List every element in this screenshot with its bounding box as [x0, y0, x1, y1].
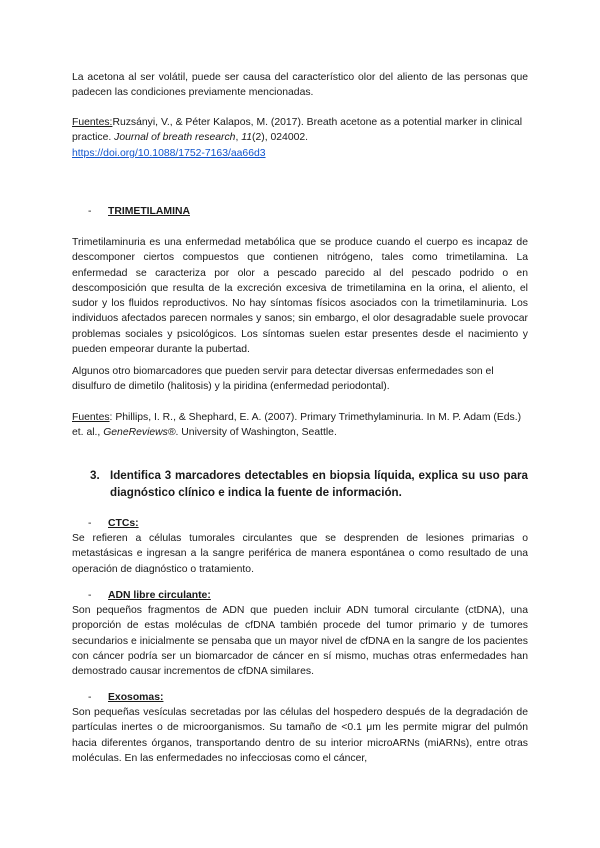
trimetilamina-heading-row [88, 204, 528, 219]
question-text: Identifica 3 marcadores detectables en biopsia líquida, explica su uso para diagnóstico clínico e indica la fuente de información. [110, 469, 528, 499]
journal-name: Journal of breath research [114, 132, 236, 144]
biomarcadores-paragraph: Algunos otro biomarcadores que pueden servir para detectar diversas enfermedades son el disulfuro de dimetilo (halitosis) y la piridina (enfermedad periodontal). [72, 366, 494, 393]
exosomas-heading-row [88, 690, 528, 705]
question-3 [92, 467, 528, 501]
source-citation: : Phillips, I. R., & Shephard, E. A. (2007). Primary Trimethylaminuria. In M. P. Adam (Eds.) et. al., [72, 412, 522, 439]
adn-paragraph: Son pequeños fragmentos de ADN que pueden incluir ADN tumoral circulante (ctDNA), una proporción de estas moléculas de cfDNA también procede del tumor primario y de tumores secundarios e inicialmente se pensaba que un mayor nivel de cfDNA en la sangre de los pacientes con cáncer podría ser un biomarcador de cáncer en sí mismo, muchas otras enfermedades han demostrado causar incrementos de cfDNA similares. [72, 605, 528, 678]
ctcs-paragraph: Se refieren a células tumorales circulantes que se desprenden de lesiones primarias o metastásicas e ingresan a la sangre periférica de manera espontánea o como resultado de una operación de diagnóstico o tratamiento. [72, 533, 528, 575]
trimetilamina-paragraph: Trimetilaminuria es una enfermedad metabólica que se produce cuando el cuerpo es incapaz de descomponer ciertos compuestos que contienen nitrógeno, tales como trimetilamina. La enfermedad se caracteriza por olor a pescado parecido al del pescado podrido o en descomposición que resulta de la excreción excesiva de trimetilamina en la orina, el aliento, el sudor y los fluidos reproductivos. No hay síntomas físicos asociados con la trimetilaminuria. Los individuos afectados parecen normales y sanos; sin embargo, el olor desagradable suele provocar problemas sociales y psicológicos. Los síntomas suelen estar presentes desde el nacimiento y pueden empeorar durante la pubertad. [72, 237, 528, 356]
ctcs-heading-row [88, 516, 528, 531]
acetona-source: Fuentes:Ruzsányi, V., & Péter Kalapos, M. (2017). Breath acetone as a potential marker in clinical practice. Journal of breath research, 11(2), 024002. https://doi.org/10.1088/1752-7163/aa66d3 [72, 117, 523, 159]
acetona-paragraph: La acetona al ser volátil, puede ser causa del característico olor del aliento de las personas que padecen las condiciones previamente mencionadas. [72, 72, 528, 99]
bullet-dash: - [88, 518, 92, 529]
source-italic: GeneReviews® [103, 427, 176, 439]
source-citation: Ruzsányi, V., & Péter Kalapos, M. (2017). Breath acetone as a potential marker in clinical practice. [72, 117, 523, 144]
exosomas-paragraph: Son pequeñas vesículas secretadas por las células del hospedero después de la degradación de partículas inertes o de microorganismos. Su tamaño de <0.1 μm les permite migrar del pulmón hacia diferentes órganos, transportando dentro de su interior microARNs (miARNs), entre otras moléculas. En las enfermedades no infecciosas como el cáncer, [72, 707, 528, 764]
exosomas-heading: Exosomas: [108, 692, 164, 703]
question-number: 3. [90, 469, 100, 482]
fuentes-label: Fuentes: [72, 117, 113, 128]
doi-link[interactable]: https://doi.org/10.1088/1752-7163/aa66d3 [72, 147, 266, 159]
journal-issue: (2), 024002. [252, 132, 309, 144]
ctcs-heading: CTCs: [108, 518, 139, 529]
bullet-dash: - [88, 206, 92, 217]
journal-volume: 11 [241, 132, 253, 144]
fuentes-label: Fuentes [72, 412, 110, 423]
source-end: . University of Washington, Seattle. [175, 427, 337, 439]
trimetilamina-source [72, 410, 528, 441]
adn-heading-row [88, 588, 528, 603]
bullet-dash: - [88, 692, 92, 703]
trimetilamina-heading: TRIMETILAMINA [108, 206, 190, 217]
adn-heading: ADN libre circulante: [108, 590, 211, 601]
bullet-dash: - [88, 590, 92, 601]
